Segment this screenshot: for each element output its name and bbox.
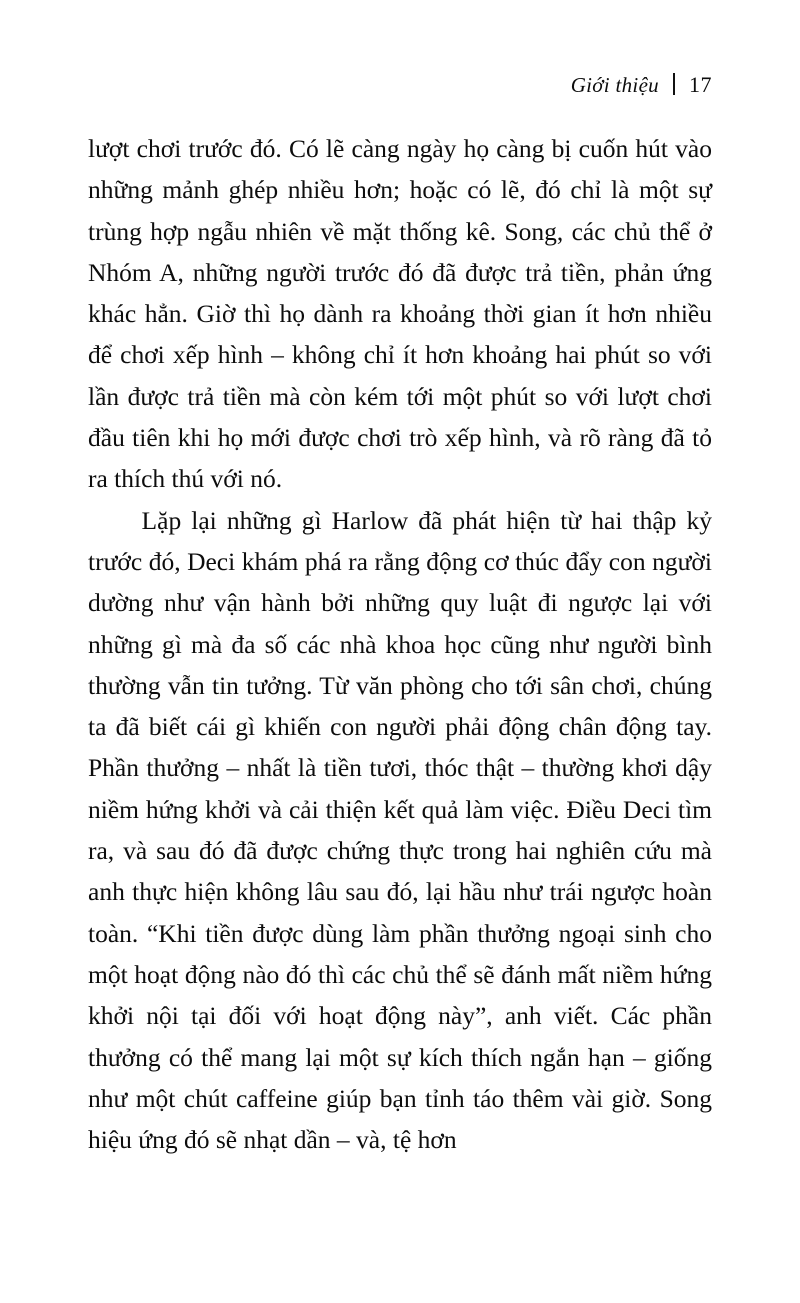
page-body xyxy=(88,128,712,1160)
paragraph-continued: lượt chơi trước đó. Có lẽ càng ngày họ càng bị cuốn hút vào những mảnh ghép nhiều hơn; hoặc có lẽ, đó chỉ là một sự trùng hợp ngẫu nhiên về mặt thống kê. Song, các chủ thể ở Nhóm A, những người trước đó đã được trả tiền, phản ứng khác hẳn. Giờ thì họ dành ra khoảng thời gian ít hơn nhiều để chơi xếp hình – không chỉ ít hơn khoảng hai phút so với lần được trả tiền mà còn kém tới một phút so với lượt chơi đầu tiên khi họ mới được chơi trò xếp hình, và rõ ràng đã tỏ ra thích thú với nó. xyxy=(88,134,712,494)
page-number: 17 xyxy=(689,72,712,97)
page-header xyxy=(571,70,712,98)
running-title: Giới thiệu xyxy=(570,73,659,97)
header-divider xyxy=(673,73,675,95)
paragraph: Lặp lại những gì Harlow đã phát hiện từ hai thập kỷ trước đó, Deci khám phá ra rằng động cơ thúc đẩy con người dường như vận hành bởi những quy luật đi ngược lại với những gì mà đa số các nhà khoa học cũng như người bình thường vẫn tin tưởng. Từ văn phòng cho tới sân chơi, chúng ta đã biết cái gì khiến con người phải động chân động tay. Phần thưởng – nhất là tiền tươi, thóc thật – thường khơi dậy niềm hứng khởi và cải thiện kết quả làm việc. Điều Deci tìm ra, và sau đó đã được chứng thực trong hai nghiên cứu mà anh thực hiện không lâu sau đó, lại hầu như trái ngược hoàn toàn. “Khi tiền được dùng làm phần thưởng ngoại sinh cho một hoạt động nào đó thì các chủ thể sẽ đánh mất niềm hứng khởi nội tại đối với hoạt động này”, anh viết. Các phần thưởng có thể mang lại một sự kích thích ngắn hạn – giống như một chút caffeine giúp bạn tỉnh táo thêm vài giờ. Song hiệu ứng đó sẽ nhạt dần – và, tệ hơn xyxy=(88,505,712,1155)
